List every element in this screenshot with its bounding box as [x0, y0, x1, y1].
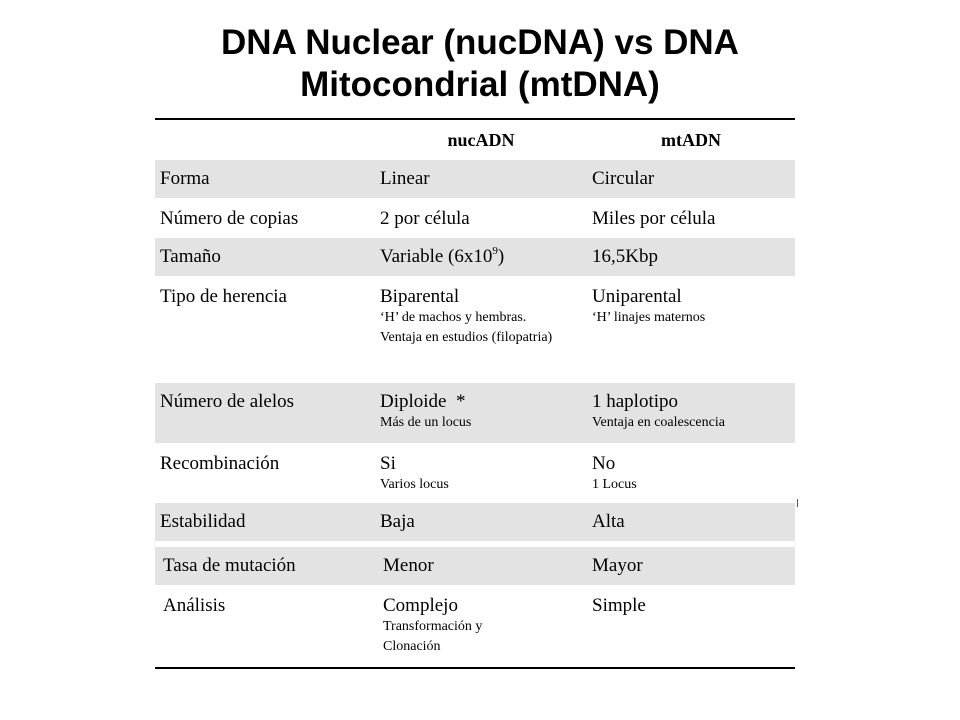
page-title	[0, 22, 960, 106]
title-line-2: Mitocondrial (mtDNA)	[300, 65, 660, 104]
row-label: Número de copias	[160, 208, 299, 229]
mt-value: Mayor	[592, 555, 643, 576]
table-row	[155, 443, 795, 503]
nuc-value-base: Variable (6x10	[380, 246, 493, 267]
row-label: Tamaño	[160, 246, 221, 267]
row-label: Tasa de mutación	[163, 555, 296, 576]
nuc-value: Complejo	[383, 595, 458, 616]
mt-note: 1 Locus	[592, 477, 637, 492]
row-label: Análisis	[163, 595, 226, 616]
row-label: Número de alelos	[160, 391, 295, 412]
table-header-row	[155, 120, 795, 160]
mt-value: Circular	[592, 168, 655, 189]
header-cell-mtadn: mtADN	[661, 130, 721, 150]
nuc-value-exponent: 9	[492, 245, 498, 257]
header-cell-nucadn: nucADN	[447, 130, 515, 150]
table-row	[155, 503, 795, 541]
table-row	[155, 276, 795, 383]
nuc-note: Varios locus	[380, 477, 449, 492]
table-row	[155, 585, 795, 667]
mt-value: No	[592, 453, 616, 474]
mt-value: 1 haplotipo	[592, 391, 679, 412]
nuc-value-close: )	[497, 246, 505, 267]
nuc-note: ‘H’ de machos y hembras. Ventaja en estudios (filopatria)	[380, 310, 553, 345]
nuc-note: Transformación y Clonación	[383, 619, 483, 654]
edge-tick-mark	[797, 499, 798, 507]
mt-note: ‘H’ linajes maternos	[592, 310, 706, 325]
row-label: Tipo de herencia	[160, 286, 287, 307]
nuc-value: 2 por célula	[380, 208, 470, 229]
row-label: Estabilidad	[160, 511, 246, 532]
nuc-value: Biparental	[380, 286, 460, 307]
table-bottom-rule	[155, 667, 795, 669]
row-label: Forma	[160, 168, 210, 189]
table-row	[155, 238, 795, 276]
comparison-table	[155, 118, 795, 669]
nuc-value: Menor	[383, 555, 434, 576]
nuc-value	[380, 245, 587, 268]
nuc-value: Baja	[380, 511, 415, 532]
nuc-value: Diploide *	[380, 391, 466, 412]
mt-value: Simple	[592, 595, 646, 616]
table-row	[155, 160, 795, 198]
mt-value: Miles por célula	[592, 208, 716, 229]
nuc-value: Linear	[380, 168, 430, 189]
title-line-1: DNA Nuclear (nucDNA) vs DNA	[221, 23, 739, 62]
mt-note: Ventaja en coalescencia	[592, 415, 725, 430]
table-row	[155, 547, 795, 585]
table-row	[155, 198, 795, 238]
row-label: Recombinación	[160, 453, 280, 474]
nuc-note: Más de un locus	[380, 415, 472, 430]
mt-value: 16,5Kbp	[592, 246, 658, 267]
mt-value: Uniparental	[592, 286, 682, 307]
mt-value: Alta	[592, 511, 625, 532]
nuc-value: Si	[380, 453, 396, 474]
table-row	[155, 383, 795, 443]
